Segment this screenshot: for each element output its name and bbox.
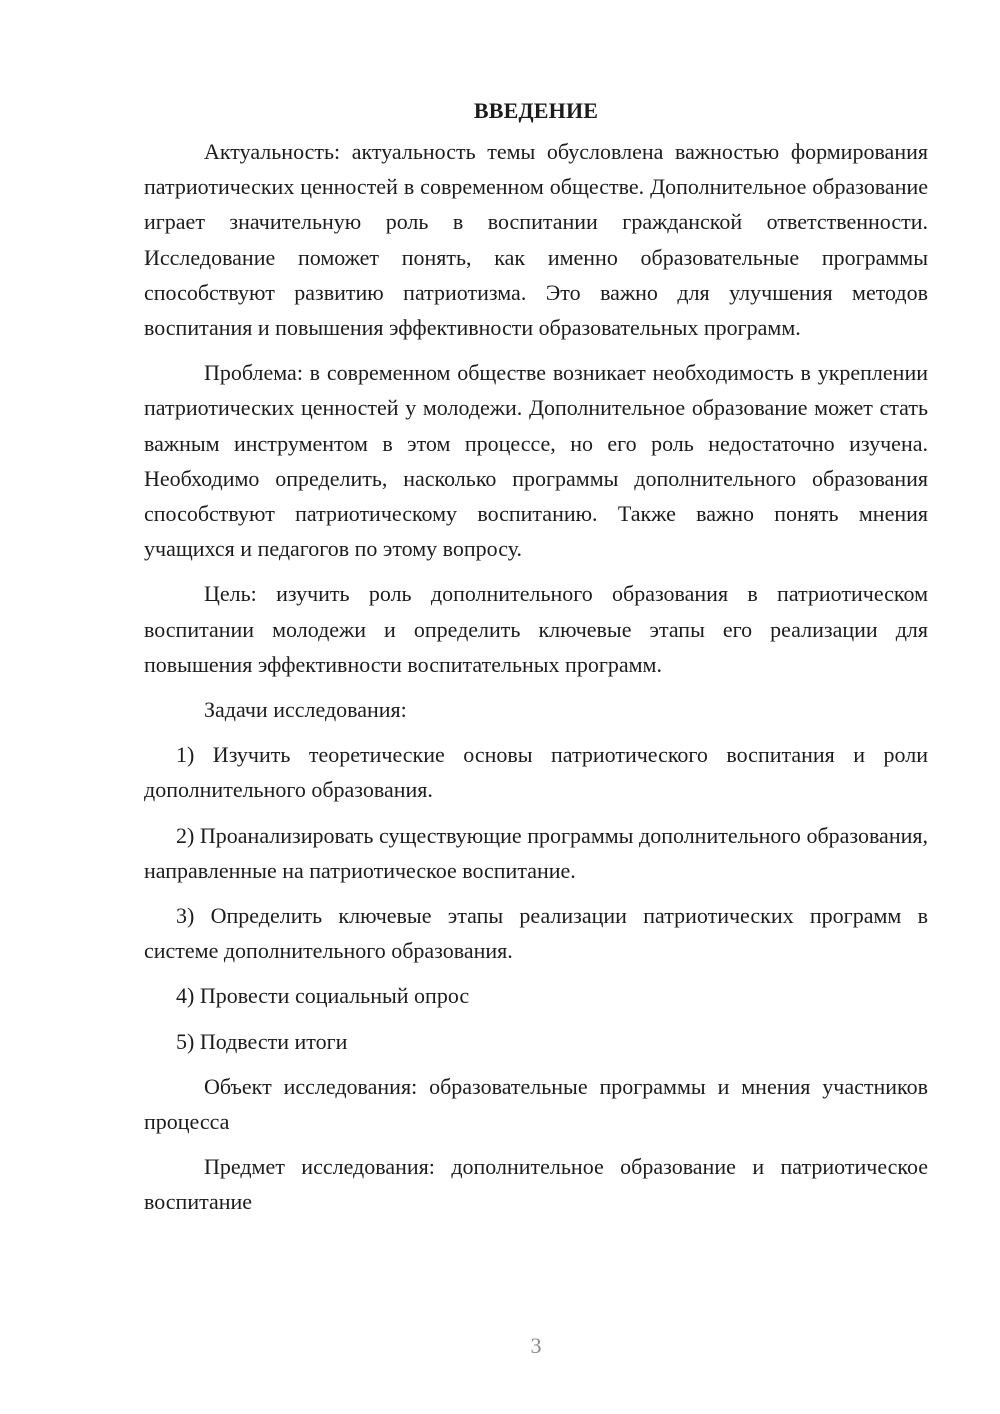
relevance-paragraph: Актуальность: актуальность темы обусловлена важностью формирования патриотических ценностей в современном обществе. Дополнительное образование играет значительную роль в воспитании гражданской ответственности. Исследование поможет понять, как именно образовательные программы способствуют развитию патриотизма. Это важно для улучшения методов воспитания и повышения эффективности образовательных программ. xyxy=(144,139,928,341)
task-item-2: 2) Проанализировать существующие программы дополнительного образования, направленные на патриотическое воспитание. xyxy=(144,822,928,883)
page-number: 3 xyxy=(530,1333,542,1358)
problem-paragraph: Проблема: в современном обществе возникает необходимость в укреплении патриотических ценностей у молодежи. Дополнительное образование может стать важным инструментом в этом процессе, но его роль недостаточно изучена. Необходимо определить, насколько программы дополнительного образования способствуют патриотическому воспитанию. Также важно понять мнения учащихся и педагогов по этому вопросу. xyxy=(144,360,928,562)
task-item-3: 3) Определить ключевые этапы реализации патриотических программ в системе дополнительного образования. xyxy=(144,903,928,964)
page-title: ВВЕДЕНИЕ xyxy=(473,98,599,123)
task-item-5: 5) Подвести итоги xyxy=(176,1028,348,1054)
document-page xyxy=(144,94,928,1230)
goal-paragraph: Цель: изучить роль дополнительного образования в патриотическом воспитании молодежи и определить ключевые этапы его реализации для повышения эффективности воспитательных программ. xyxy=(144,581,928,677)
object-paragraph: Объект исследования: образовательные программы и мнения участников процесса xyxy=(144,1073,928,1135)
task-item-1: 1) Изучить теоретические основы патриотического воспитания и роли дополнительного образования. xyxy=(144,742,928,803)
task-item-4: 4) Провести социальный опрос xyxy=(176,983,470,1009)
tasks-title: Задачи исследования: xyxy=(204,697,407,723)
subject-paragraph: Предмет исследования: дополнительное образование и патриотическое воспитание xyxy=(144,1154,928,1215)
